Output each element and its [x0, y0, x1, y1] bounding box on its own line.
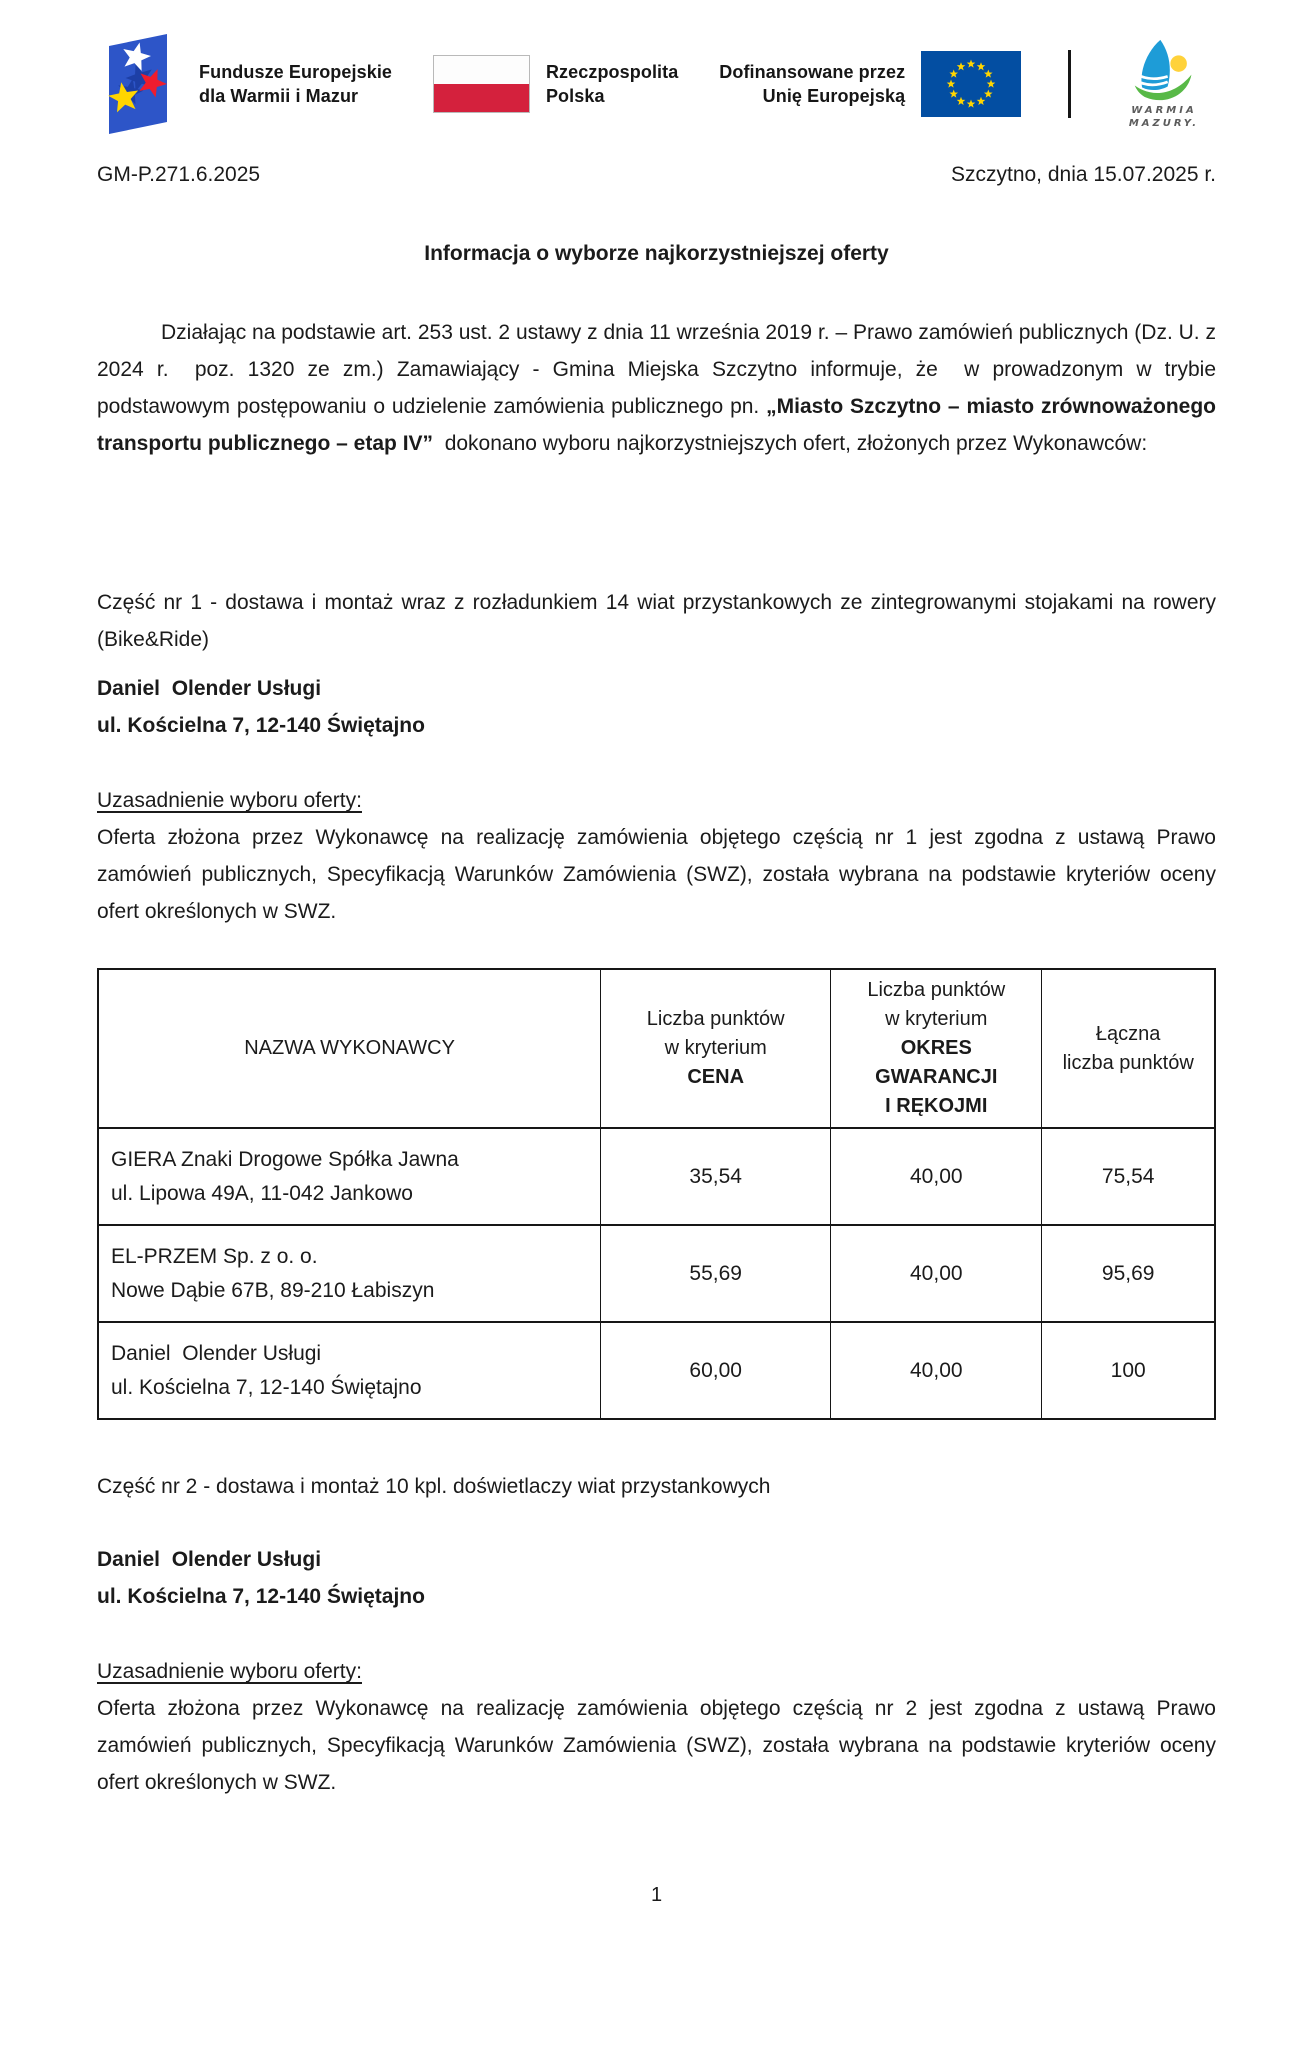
header-logo-strip [97, 28, 1216, 140]
eu-cofunded-caption [719, 60, 905, 108]
contractor-address: Nowe Dąbie 67B, 89-210 Łabiszyn [111, 1278, 435, 1302]
eu-cofunded-caption-line1: Dofinansowane przez [719, 62, 906, 82]
col4-line2: liczba punktów [1062, 1051, 1194, 1074]
warmia-wordmark-line2: MAZURY. [1128, 118, 1200, 129]
price-points-cell: 35,54 [601, 1128, 831, 1225]
table-row [98, 1128, 1215, 1225]
poland-logo-group [433, 55, 678, 113]
intro-text-after: dokonano wyboru najkorzystniejszych ofert, złożonych przez Wykonawców: [433, 432, 1148, 455]
eu-funds-logo-group [103, 32, 392, 136]
contractor-cell [98, 1225, 601, 1322]
warranty-points-cell: 40,00 [831, 1322, 1042, 1419]
eu-funds-caption [199, 60, 392, 108]
eu-funds-caption-line2: dla Warmii i Mazur [199, 86, 359, 106]
winner-name: Daniel Olender Usługi [97, 1548, 322, 1571]
part2-justification-text: Oferta złożona przez Wykonawcę na realizację zamówienia objętego częścią nr 2 jest zgodna z ustawą Prawo zamówień publicznych, Specyfikacją Warunków Zamówienia (SWZ), została wybrana na podstawie kryteriów oceny ofert określonych w SWZ. [97, 1697, 1216, 1794]
col-header-total-points [1042, 969, 1215, 1128]
intro-text-before: Działając na podstawie art. 253 ust. 2 ustawy z dnia 11 września 2019 r. – Prawo zamówień publicznych (Dz. U. z 2024 r. poz. 1320 ze zm.) Zamawiający - Gmina Miejska Szczytno informuje, że w prowadzonym w trybie podstawowym postępowaniu o udzielenie zamówienia publicznego pn. [97, 321, 1222, 418]
col2-line2: w kryterium [664, 1037, 767, 1059]
document-title: Informacja o wyborze najkorzystniejszej oferty [424, 242, 889, 265]
col3-criterion-bold-line1: OKRES GWARANCJI [875, 1037, 998, 1088]
total-points-cell: 95,69 [1042, 1225, 1215, 1322]
intro-paragraph [97, 314, 1222, 462]
reference-row [97, 162, 1216, 188]
part2-justification-heading: Uzasadnienie wyboru oferty: [97, 1660, 362, 1683]
col4-line1: Łączna [1095, 1022, 1161, 1045]
part1-winner-block [97, 670, 1216, 744]
winner-address: ul. Kościelna 7, 12-140 Świętajno [97, 1585, 425, 1608]
reference-number: GM-P.271.6.2025 [97, 163, 261, 186]
warranty-points-cell: 40,00 [831, 1128, 1042, 1225]
contractor-name: Daniel Olender Usługi [111, 1341, 322, 1365]
warmia-mazury-logo-group [1118, 38, 1210, 130]
table-header-row [98, 969, 1215, 1128]
eu-cofunded-caption-line2: Unię Europejską [762, 86, 906, 106]
poland-caption-line1: Rzeczpospolita [545, 62, 679, 82]
poland-caption [546, 60, 678, 108]
eu-funds-flag-icon [103, 32, 183, 136]
col2-criterion-bold: CENA [687, 1066, 745, 1088]
page-number: 1 [650, 1884, 663, 1906]
total-points-cell: 75,54 [1042, 1128, 1215, 1225]
warmia-mazury-logo-icon [1118, 38, 1210, 102]
table-row [98, 1322, 1215, 1419]
col-header-price-points [601, 969, 831, 1128]
col-header-warranty-points [831, 969, 1042, 1128]
contractor-address: ul. Kościelna 7, 12-140 Świętajno [111, 1375, 422, 1399]
part1-description: Część nr 1 - dostawa i montaż wraz z rozładunkiem 14 wiat przystankowych ze zintegrowanymi stojakami na rowery (Bike&Ride) [97, 591, 1216, 651]
contractor-cell [98, 1128, 601, 1225]
poland-caption-line2: Polska [545, 86, 605, 106]
price-points-cell: 60,00 [601, 1322, 831, 1419]
part2-description: Część nr 2 - dostawa i montaż 10 kpl. doświetlaczy wiat przystankowych [97, 1475, 771, 1498]
place-and-date: Szczytno, dnia 15.07.2025 r. [950, 163, 1216, 186]
price-points-cell: 55,69 [601, 1225, 831, 1322]
col-header-contractor: NAZWA WYKONAWCY [98, 969, 601, 1128]
part2-winner-block [97, 1541, 1216, 1615]
project-name-bold: „Miasto Szczytno – miasto zrównoważonego transportu publicznego – etap IV” [97, 395, 1216, 455]
contractor-name: EL-PRZEM Sp. z o. o. [111, 1244, 318, 1268]
part1-justification-text: Oferta złożona przez Wykonawcę na realizację zamówienia objętego częścią nr 1 jest zgodna z ustawą Prawo zamówień publicznych, Specyfikacją Warunków Zamówienia (SWZ), została wybrana na podstawie kryteriów oceny ofert określonych w SWZ. [97, 826, 1216, 923]
part1-justification-heading: Uzasadnienie wyboru oferty: [97, 789, 362, 812]
contractor-cell [98, 1322, 601, 1419]
winner-address: ul. Kościelna 7, 12-140 Świętajno [97, 714, 425, 737]
eu-funds-caption-line1: Fundusze Europejskie [199, 62, 393, 82]
col3-line1: Liczba punktów [867, 979, 1006, 1001]
warranty-points-cell: 40,00 [831, 1225, 1042, 1322]
warmia-mazury-wordmark [1129, 104, 1199, 130]
col3-line2: w kryterium [885, 1008, 988, 1030]
col3-criterion-bold-line2: I RĘKOJMI [885, 1095, 988, 1117]
contractor-address: ul. Lipowa 49A, 11-042 Jankowo [111, 1181, 413, 1205]
contractor-name: GIERA Znaki Drogowe Spółka Jawna [111, 1147, 459, 1171]
poland-flag-icon [433, 55, 530, 113]
warmia-wordmark-line1: WARMIA [1131, 105, 1197, 116]
results-table [97, 968, 1216, 1420]
eu-cofunded-logo-group [719, 51, 1021, 117]
logo-divider [1068, 50, 1071, 118]
winner-name: Daniel Olender Usługi [97, 677, 322, 700]
table-row [98, 1225, 1215, 1322]
eu-flag-icon [921, 51, 1021, 117]
col2-line1: Liczba punktów [646, 1008, 785, 1030]
total-points-cell: 100 [1042, 1322, 1215, 1419]
